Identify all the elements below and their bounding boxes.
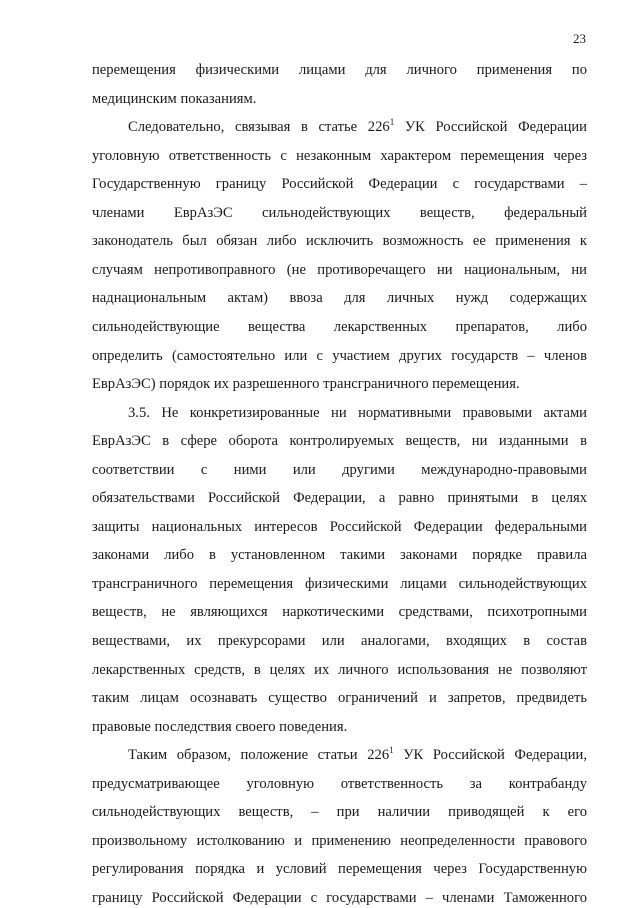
text-line-content: предусматривающее уголовную ответственность за контрабанду: [92, 775, 587, 792]
text-line-content: ЕврАзЭС в сфере оборота контролируемых веществ, ни изданными в: [92, 433, 587, 450]
text-line-content: уголовную ответственность с незаконным характером перемещения через: [92, 147, 587, 164]
text-line-content: определить (самостоятельно или с участием других государств – членов: [92, 347, 587, 364]
superscript: 1: [389, 745, 394, 756]
text-line: [92, 688, 587, 708]
text-line-content: границу Российской Федерации с государствами – членами Таможенного: [92, 889, 587, 906]
text-line-content: законами либо в установленном такими законами порядке правила: [92, 547, 587, 564]
text-line-content: соответствии с ними или другими международно-правовыми: [92, 461, 587, 478]
text-line: [92, 717, 587, 737]
text-line-content: 3.5. Не конкретизированные ни нормативными правовыми актами: [128, 404, 587, 421]
text-line: [128, 403, 587, 423]
text-line: [92, 602, 587, 622]
text-line: [92, 802, 587, 822]
text-line-content: веществ, не являющихся наркотическими средствами, психотропными: [92, 604, 587, 621]
text-line-content: произвольному истолкованию и применению неопределенности правового: [92, 832, 587, 849]
text-line-content: сильнодействующие вещества лекарственных препаратов, либо: [92, 318, 587, 335]
text-line: [128, 745, 587, 765]
text-line-content: Государственную границу Российской Федерации с государствами –: [92, 176, 587, 193]
text-line-content: членами ЕврАзЭС сильнодействующих веществ, федеральный: [92, 204, 587, 221]
text-line: [92, 288, 587, 308]
text-line-content: лекарственных средств, в целях их личного использования не позволяют: [92, 661, 587, 678]
text-line: [92, 545, 587, 565]
text-line: [92, 203, 587, 223]
text-line: [92, 346, 587, 366]
text-line: [92, 460, 587, 480]
text-line: [92, 60, 587, 80]
text-line: [92, 231, 587, 251]
page-number: 23: [573, 31, 586, 46]
text-line: [128, 117, 587, 137]
text-line-content: ЕврАзЭС) порядок их разрешенного трансграничного перемещения.: [92, 376, 520, 393]
text-line: [92, 431, 587, 451]
text-line-content: наднациональным актам) ввоза для личных нужд содержащих: [92, 290, 587, 307]
text-line-content: случаям непротивоправного (не противоречащего ни национальным, ни: [92, 261, 587, 278]
text-line-content: законодатель был обязан либо исключить возможность ее применения к: [92, 233, 587, 250]
text-line-content: защиты национальных интересов Российской Федерации федеральными: [92, 518, 587, 535]
text-line: [92, 774, 587, 794]
text-line: [92, 574, 587, 594]
text-line-content: регулирования порядка и условий перемещения через Государственную: [92, 861, 587, 878]
text-line: [92, 146, 587, 166]
text-line: [92, 631, 587, 651]
text-line-content: сильнодействующих веществ, – при наличии приводящей к его: [92, 804, 587, 821]
text-line: [92, 517, 587, 537]
text-line: [92, 89, 587, 109]
text-line-content: Следовательно, связывая в статье 226: [128, 119, 390, 136]
text-line-content: таким лицам осознавать существо ограничений и запретов, предвидеть: [92, 690, 587, 707]
text-line: [92, 859, 587, 879]
text-line-continuation: УК Российской Федерации,: [393, 747, 587, 764]
text-line-content: обязательствами Российской Федерации, а равно принятыми в целях: [92, 490, 587, 507]
text-line: [92, 174, 587, 194]
text-line-content: правовые последствия своего поведения.: [92, 718, 348, 735]
text-line: [92, 260, 587, 280]
text-line-content: Таким образом, положение статьи 226: [128, 747, 390, 764]
text-line-content: веществами, их прекурсорами или аналогами, входящих в состав: [92, 633, 587, 649]
text-line: [92, 488, 587, 508]
text-line: [92, 660, 587, 680]
text-line-continuation: УК Российской Федерации: [394, 119, 587, 136]
text-line: [92, 374, 587, 394]
text-line-content: перемещения физическими лицами для личного применения по: [92, 62, 587, 78]
text-line-content: медицинским показаниям.: [92, 90, 257, 107]
text-line: [92, 317, 587, 337]
superscript: 1: [389, 117, 395, 128]
text-line-content: трансграничного перемещения физическими лицами сильнодействующих: [92, 575, 587, 592]
text-line: [92, 831, 587, 851]
